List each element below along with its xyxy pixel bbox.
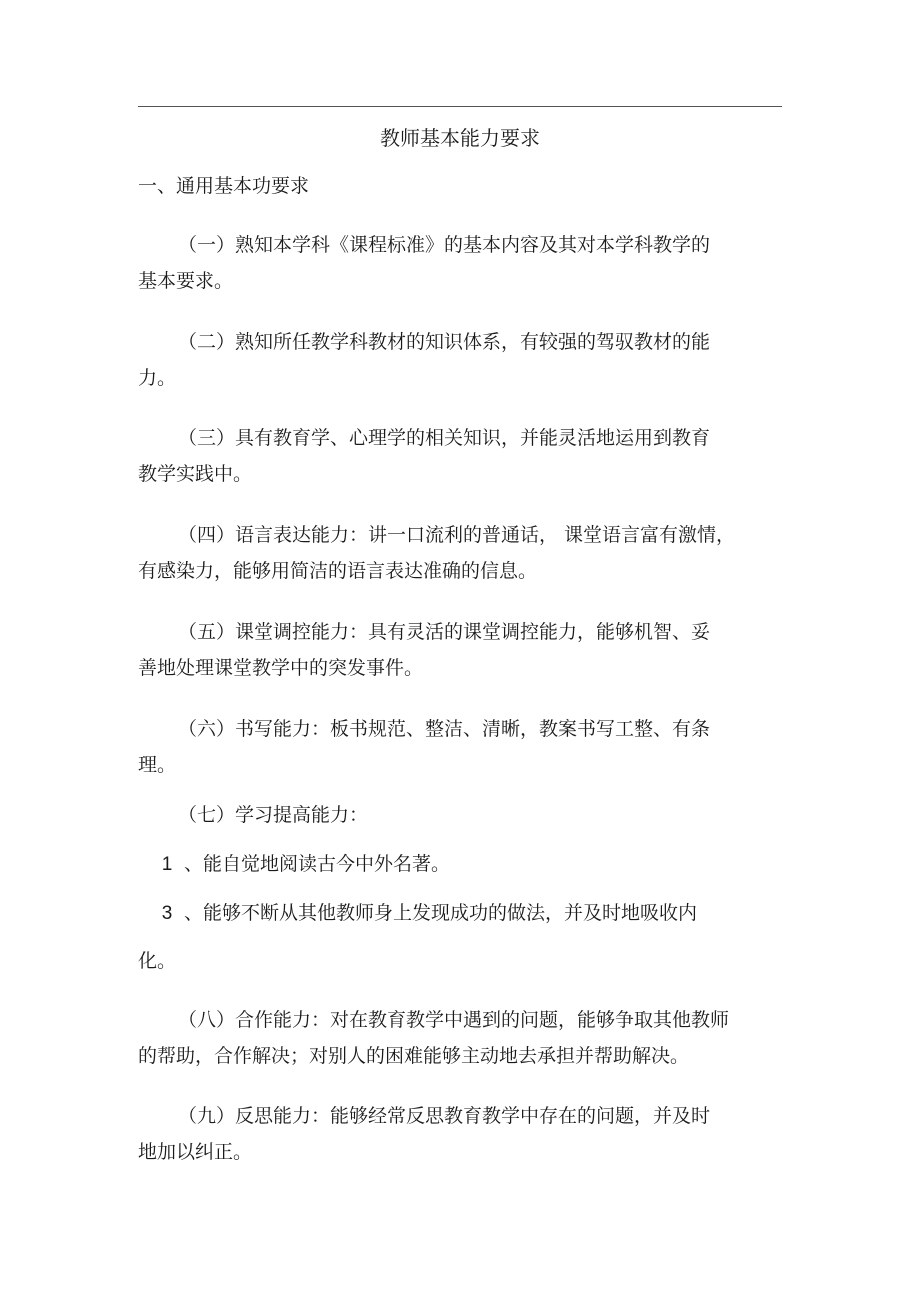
- item-4-first-line: （四）语言表达能力：讲一口流利的普通话， 课堂语言富有激情，: [178, 524, 736, 546]
- sub-item-1-number: 1: [161, 854, 173, 875]
- item-2-first-line: （二）熟知所任教学科教材的知识体系，有较强的驾驭教材的能: [178, 331, 711, 353]
- item-4-continuation: 有感染力，能够用简洁的语言表达准确的信息。: [138, 560, 538, 582]
- sub-item-3-text: 、能够不断从其他教师身上发现成功的做法，并及时地吸收内: [184, 902, 698, 924]
- item-3-first-line: （三）具有教育学、心理学的相关知识，并能灵活地运用到教育: [178, 427, 711, 449]
- item-5-continuation: 善地处理课堂教学中的突发事件。: [138, 657, 424, 679]
- item-5-first-line: （五）课堂调控能力：具有灵活的课堂调控能力，能够机智、妥: [178, 621, 711, 643]
- item-8-first-line: （八）合作能力：对在教育教学中遇到的问题，能够争取其他教师: [178, 1009, 730, 1031]
- header-rule: [138, 106, 782, 107]
- section-heading: 一、通用基本功要求: [138, 175, 310, 197]
- item-8-continuation: 的帮助，合作解决；对别人的困难能够主动地去承担并帮助解决。: [138, 1045, 690, 1067]
- sub-item-3-continuation: 化。: [138, 950, 177, 972]
- sub-item-3-number: 3: [161, 903, 173, 924]
- item-2-continuation: 力。: [138, 367, 177, 389]
- item-9-continuation: 地加以纠正。: [138, 1141, 253, 1163]
- item-9-first-line: （九）反思能力：能够经常反思教育教学中存在的问题，并及时: [178, 1105, 711, 1127]
- sub-item-3: [150, 900, 697, 927]
- item-1-continuation: 基本要求。: [138, 270, 234, 292]
- item-7-first-line: （七）学习提高能力：: [178, 804, 369, 826]
- item-6-continuation: 理。: [138, 754, 177, 776]
- sub-item-1: [150, 851, 450, 878]
- item-1-first-line: （一）熟知本学科《课程标准》的基本内容及其对本学科教学的: [178, 234, 711, 256]
- document-title: 教师基本能力要求: [380, 126, 540, 150]
- sub-item-1-text: 、能自觉地阅读古今中外名著。: [184, 853, 451, 875]
- item-6-first-line: （六）书写能力：板书规范、整洁、清晰，教案书写工整、有条: [178, 718, 711, 740]
- item-3-continuation: 教学实践中。: [138, 463, 253, 485]
